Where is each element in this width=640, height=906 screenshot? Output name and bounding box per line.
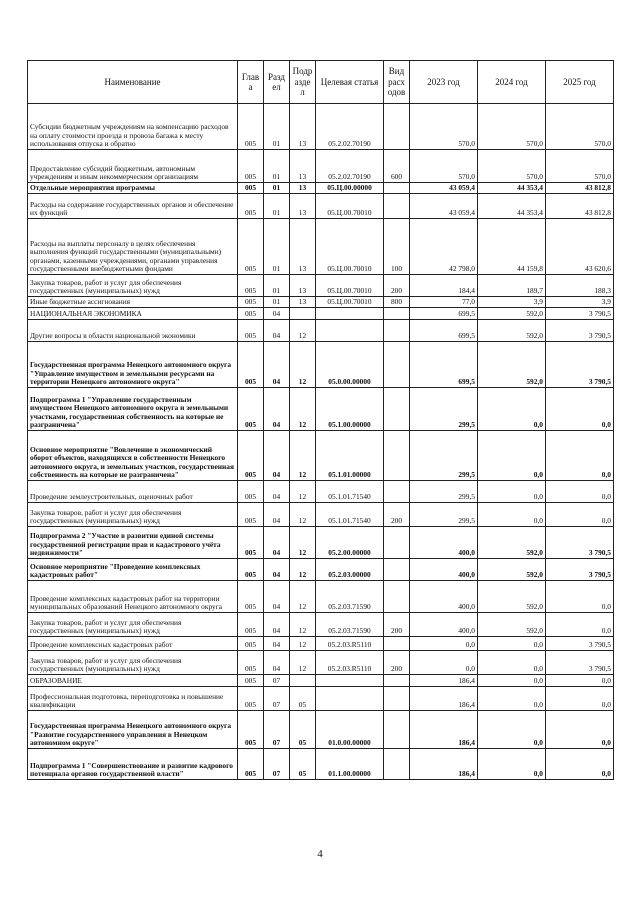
cell-glava: 005 <box>238 219 264 275</box>
cell-name: Проведение комплексных кадастровых работ на территории муниципальных образований Ненецкого автономного округа <box>28 581 238 613</box>
cell-target: 05.1.01.71540 <box>316 503 384 527</box>
cell-target <box>316 687 384 711</box>
col-header-vid: Вид расх одов <box>384 61 410 104</box>
cell-name: Предоставление субсидий бюджетным, автономным учреждениям и иным некоммерческим организациям <box>28 150 238 183</box>
cell-2024: 592,0 <box>478 527 546 559</box>
cell-name: Основное мероприятие "Проведение комплексных кадастровых работ" <box>28 559 238 581</box>
cell-name: Государственная программа Ненецкого автономного округа "Развитие государственного управления в Ненецком автономном округе" <box>28 711 238 749</box>
cell-target: 05.2.02.70190 <box>316 150 384 183</box>
cell-2024: 0,0 <box>478 711 546 749</box>
cell-vid <box>384 183 410 194</box>
cell-vid <box>384 749 410 780</box>
cell-podrazdel: 12 <box>290 320 316 342</box>
cell-vid: 800 <box>384 297 410 308</box>
cell-razdel: 01 <box>264 219 290 275</box>
cell-razdel: 01 <box>264 183 290 194</box>
cell-podrazdel: 12 <box>290 431 316 481</box>
cell-2024: 592,0 <box>478 320 546 342</box>
cell-podrazdel: 12 <box>290 559 316 581</box>
cell-target: 01.1.00.00000 <box>316 749 384 780</box>
cell-razdel: 01 <box>264 297 290 308</box>
cell-target: 05.Ц.00.70010 <box>316 297 384 308</box>
cell-glava: 005 <box>238 150 264 183</box>
cell-2025: 0,0 <box>546 431 614 481</box>
cell-razdel: 04 <box>264 503 290 527</box>
cell-podrazdel: 05 <box>290 687 316 711</box>
table-row <box>28 104 614 150</box>
cell-razdel: 01 <box>264 150 290 183</box>
cell-2025: 0,0 <box>546 749 614 780</box>
table-row <box>28 342 614 388</box>
cell-razdel: 04 <box>264 651 290 675</box>
cell-glava: 005 <box>238 581 264 613</box>
cell-glava: 005 <box>238 481 264 503</box>
cell-target: 05.Ц.00.70010 <box>316 275 384 297</box>
cell-2024: 0,0 <box>478 503 546 527</box>
cell-name: Государственная программа Ненецкого автономного округа "Управление имуществом и земельными ресурсами на территории Ненецкого автономного округа" <box>28 342 238 388</box>
cell-2025: 0,0 <box>546 581 614 613</box>
cell-2023: 299,5 <box>410 481 478 503</box>
cell-2023: 699,5 <box>410 320 478 342</box>
cell-2023: 186,4 <box>410 711 478 749</box>
cell-2025: 3,9 <box>546 297 614 308</box>
cell-glava: 005 <box>238 503 264 527</box>
cell-target: 05.2.03.R5110 <box>316 651 384 675</box>
cell-target: 05.2.03.R5110 <box>316 637 384 651</box>
cell-glava: 005 <box>238 527 264 559</box>
cell-vid: 600 <box>384 150 410 183</box>
cell-target: 05.Ц.00.00000 <box>316 183 384 194</box>
table-row <box>28 581 614 613</box>
cell-razdel: 01 <box>264 104 290 150</box>
cell-target <box>316 675 384 687</box>
table-row <box>28 297 614 308</box>
cell-glava: 005 <box>238 711 264 749</box>
cell-target: 05.1.00.00000 <box>316 388 384 431</box>
cell-vid <box>384 711 410 749</box>
cell-2024: 570,0 <box>478 150 546 183</box>
cell-vid <box>384 559 410 581</box>
cell-podrazdel <box>290 308 316 320</box>
cell-vid <box>384 194 410 219</box>
cell-2025: 0,0 <box>546 613 614 637</box>
cell-vid <box>384 104 410 150</box>
cell-name: Субсидии бюджетным учреждениям на компенсацию расходов на оплату стоимости проезда и провоза багажа к месту использования отпуска и обратно <box>28 104 238 150</box>
cell-2024: 0,0 <box>478 675 546 687</box>
cell-2025: 3 790,5 <box>546 651 614 675</box>
cell-razdel: 01 <box>264 275 290 297</box>
cell-2024: 189,7 <box>478 275 546 297</box>
cell-2023: 299,5 <box>410 388 478 431</box>
cell-2025: 3 790,5 <box>546 559 614 581</box>
cell-name: Подпрограмма 2 "Участие в развитии единой системы государственной регистрации прав и кадастрового учёта недвижимости" <box>28 527 238 559</box>
table-row <box>28 651 614 675</box>
cell-podrazdel: 13 <box>290 194 316 219</box>
cell-2025: 0,0 <box>546 711 614 749</box>
cell-2023: 0,0 <box>410 637 478 651</box>
cell-2024: 0,0 <box>478 431 546 481</box>
cell-glava: 005 <box>238 104 264 150</box>
cell-podrazdel: 12 <box>290 342 316 388</box>
col-header-name: Наименование <box>28 61 238 104</box>
cell-vid: 200 <box>384 613 410 637</box>
table-row <box>28 637 614 651</box>
cell-target: 01.0.00.00000 <box>316 711 384 749</box>
cell-vid <box>384 675 410 687</box>
table-row <box>28 749 614 780</box>
cell-2023: 400,0 <box>410 613 478 637</box>
cell-razdel: 04 <box>264 431 290 481</box>
cell-2025: 43 812,8 <box>546 194 614 219</box>
cell-glava: 005 <box>238 297 264 308</box>
cell-name: Проведение комплексных кадастровых работ <box>28 637 238 651</box>
cell-glava: 005 <box>238 431 264 481</box>
cell-podrazdel: 13 <box>290 275 316 297</box>
table-row <box>28 613 614 637</box>
cell-podrazdel: 13 <box>290 104 316 150</box>
cell-2023: 77,0 <box>410 297 478 308</box>
budget-table <box>27 60 614 780</box>
cell-2023: 186,4 <box>410 749 478 780</box>
cell-razdel: 04 <box>264 581 290 613</box>
cell-target: 05.2.02.70190 <box>316 104 384 150</box>
cell-name: Закупка товаров, работ и услуг для обеспечения государственных (муниципальных) нужд <box>28 275 238 297</box>
cell-2025: 3 790,5 <box>546 637 614 651</box>
cell-target: 05.0.00.00000 <box>316 342 384 388</box>
cell-name: ОБРАЗОВАНИЕ <box>28 675 238 687</box>
cell-glava: 005 <box>238 637 264 651</box>
header-row <box>28 61 614 104</box>
cell-name: Отдельные мероприятия программы <box>28 183 238 194</box>
cell-2024: 44 353,4 <box>478 183 546 194</box>
cell-vid <box>384 527 410 559</box>
cell-2024: 0,0 <box>478 637 546 651</box>
cell-vid: 200 <box>384 503 410 527</box>
cell-glava: 005 <box>238 749 264 780</box>
cell-target: 05.Ц.00.70010 <box>316 194 384 219</box>
cell-2024: 44 353,4 <box>478 194 546 219</box>
cell-2023: 186,4 <box>410 675 478 687</box>
cell-name: Подпрограмма 1 "Совершенствование и развитие кадрового потенциала органов государственной власти" <box>28 749 238 780</box>
cell-2024: 0,0 <box>478 388 546 431</box>
table-row <box>28 388 614 431</box>
cell-podrazdel: 05 <box>290 749 316 780</box>
col-header-target: Целевая статья <box>316 61 384 104</box>
cell-2025: 0,0 <box>546 687 614 711</box>
cell-podrazdel: 12 <box>290 581 316 613</box>
cell-target: 05.Ц.00.70010 <box>316 219 384 275</box>
cell-2023: 43 059,4 <box>410 194 478 219</box>
table-row <box>28 675 614 687</box>
cell-razdel: 04 <box>264 637 290 651</box>
cell-2025: 43 620,6 <box>546 219 614 275</box>
cell-razdel: 04 <box>264 559 290 581</box>
cell-razdel: 04 <box>264 527 290 559</box>
table-row <box>28 503 614 527</box>
cell-2023: 400,0 <box>410 581 478 613</box>
cell-2023: 570,0 <box>410 104 478 150</box>
cell-target: 05.2.03.71590 <box>316 613 384 637</box>
col-header-2025: 2025 год <box>546 61 614 104</box>
cell-podrazdel: 12 <box>290 613 316 637</box>
cell-podrazdel: 13 <box>290 183 316 194</box>
cell-2023: 42 798,0 <box>410 219 478 275</box>
cell-glava: 005 <box>238 675 264 687</box>
cell-podrazdel: 12 <box>290 651 316 675</box>
cell-target: 05.2.00.00000 <box>316 527 384 559</box>
cell-podrazdel: 05 <box>290 711 316 749</box>
col-header-glava: Глав а <box>238 61 264 104</box>
table-row <box>28 431 614 481</box>
cell-name: НАЦИОНАЛЬНАЯ ЭКОНОМИКА <box>28 308 238 320</box>
cell-glava: 005 <box>238 613 264 637</box>
cell-name: Основное мероприятие "Вовлечение в экономический оборот объектов, находящихся в собственности Ненецкого автономного округа, и земельных участков, государственная собственность на которые не разграничена" <box>28 431 238 481</box>
cell-name: Профессиональная подготовка, переподготовка и повышение квалификации <box>28 687 238 711</box>
table-row <box>28 559 614 581</box>
cell-podrazdel: 12 <box>290 527 316 559</box>
table-row <box>28 308 614 320</box>
cell-2024: 0,0 <box>478 749 546 780</box>
cell-2025: 570,0 <box>546 150 614 183</box>
cell-glava: 005 <box>238 687 264 711</box>
cell-vid <box>384 342 410 388</box>
cell-2024: 592,0 <box>478 613 546 637</box>
cell-2025: 0,0 <box>546 388 614 431</box>
col-header-2024: 2024 год <box>478 61 546 104</box>
cell-2023: 400,0 <box>410 559 478 581</box>
table-row <box>28 150 614 183</box>
cell-name: Подпрограмма 1 "Управление государственным имуществом Ненецкого автономного округа и земельными участками, государственная собственность на которые не разграничена" <box>28 388 238 431</box>
cell-2023: 0,0 <box>410 651 478 675</box>
cell-2023: 184,4 <box>410 275 478 297</box>
cell-podrazdel <box>290 675 316 687</box>
cell-glava: 005 <box>238 320 264 342</box>
cell-2023: 400,0 <box>410 527 478 559</box>
cell-glava: 005 <box>238 651 264 675</box>
cell-target: 05.1.01.71540 <box>316 481 384 503</box>
cell-glava: 005 <box>238 275 264 297</box>
cell-vid <box>384 431 410 481</box>
cell-podrazdel: 12 <box>290 503 316 527</box>
cell-name: Закупка товаров, работ и услуг для обеспечения государственных (муниципальных) нужд <box>28 651 238 675</box>
cell-glava: 005 <box>238 194 264 219</box>
cell-razdel: 01 <box>264 194 290 219</box>
page-number: 4 <box>317 848 323 860</box>
table-row <box>28 275 614 297</box>
cell-target: 05.2.03.00000 <box>316 559 384 581</box>
table-row <box>28 527 614 559</box>
cell-razdel: 04 <box>264 481 290 503</box>
cell-podrazdel: 13 <box>290 219 316 275</box>
cell-2025: 3 790,5 <box>546 527 614 559</box>
cell-vid <box>384 388 410 431</box>
cell-2023: 299,5 <box>410 431 478 481</box>
cell-vid <box>384 687 410 711</box>
cell-2024: 3,9 <box>478 297 546 308</box>
cell-glava: 005 <box>238 559 264 581</box>
cell-vid <box>384 481 410 503</box>
cell-2024: 0,0 <box>478 687 546 711</box>
table-row <box>28 320 614 342</box>
cell-name: Закупка товаров, работ и услуг для обеспечения государственных (муниципальных) нужд <box>28 503 238 527</box>
table-row <box>28 711 614 749</box>
cell-vid <box>384 320 410 342</box>
cell-2025: 0,0 <box>546 503 614 527</box>
cell-2023: 186,4 <box>410 687 478 711</box>
cell-2023: 299,5 <box>410 503 478 527</box>
cell-2025: 43 812,8 <box>546 183 614 194</box>
table-row <box>28 183 614 194</box>
table-row <box>28 481 614 503</box>
cell-razdel: 04 <box>264 308 290 320</box>
cell-podrazdel: 13 <box>290 297 316 308</box>
cell-2024: 0,0 <box>478 651 546 675</box>
cell-vid: 100 <box>384 219 410 275</box>
cell-razdel: 07 <box>264 687 290 711</box>
cell-vid <box>384 637 410 651</box>
cell-razdel: 04 <box>264 342 290 388</box>
cell-glava: 005 <box>238 308 264 320</box>
cell-razdel: 04 <box>264 388 290 431</box>
table-row <box>28 219 614 275</box>
cell-podrazdel: 12 <box>290 388 316 431</box>
cell-2023: 43 059,4 <box>410 183 478 194</box>
cell-2024: 44 159,8 <box>478 219 546 275</box>
cell-2025: 570,0 <box>546 104 614 150</box>
cell-2025: 188,3 <box>546 275 614 297</box>
cell-vid <box>384 308 410 320</box>
cell-2024: 592,0 <box>478 308 546 320</box>
cell-glava: 005 <box>238 388 264 431</box>
cell-2024: 592,0 <box>478 581 546 613</box>
cell-2024: 0,0 <box>478 481 546 503</box>
cell-target: 05.1.01.00000 <box>316 431 384 481</box>
cell-podrazdel: 13 <box>290 150 316 183</box>
cell-target <box>316 320 384 342</box>
table-body <box>28 104 614 780</box>
col-header-razdel: Разд ел <box>264 61 290 104</box>
cell-2023: 699,5 <box>410 342 478 388</box>
cell-podrazdel: 12 <box>290 637 316 651</box>
cell-2024: 570,0 <box>478 104 546 150</box>
cell-2025: 0,0 <box>546 481 614 503</box>
cell-2025: 0,0 <box>546 675 614 687</box>
cell-razdel: 07 <box>264 749 290 780</box>
cell-razdel: 07 <box>264 675 290 687</box>
cell-target: 05.2.03.71590 <box>316 581 384 613</box>
cell-2025: 3 790,5 <box>546 320 614 342</box>
table-row <box>28 687 614 711</box>
cell-2024: 592,0 <box>478 342 546 388</box>
cell-vid: 200 <box>384 651 410 675</box>
cell-name: Другие вопросы в области национальной экономики <box>28 320 238 342</box>
cell-2024: 592,0 <box>478 559 546 581</box>
cell-2025: 3 790,5 <box>546 308 614 320</box>
col-header-podrazdel: Подр азде л <box>290 61 316 104</box>
cell-podrazdel: 12 <box>290 481 316 503</box>
cell-name: Проведение землеустроительных, оценочных работ <box>28 481 238 503</box>
cell-razdel: 04 <box>264 320 290 342</box>
cell-target <box>316 308 384 320</box>
table-row <box>28 194 614 219</box>
col-header-2023: 2023 год <box>410 61 478 104</box>
cell-2023: 699,5 <box>410 308 478 320</box>
cell-2025: 3 790,5 <box>546 342 614 388</box>
cell-razdel: 07 <box>264 711 290 749</box>
cell-name: Иные бюджетные ассигнования <box>28 297 238 308</box>
cell-2023: 570,0 <box>410 150 478 183</box>
cell-name: Расходы на выплаты персоналу в целях обеспечения выполнения функций государственными (муниципальными) органами, казенными учреждениями, органами управления государственными внебюджетными фондами <box>28 219 238 275</box>
cell-name: Расходы на содержание государственных органов и обеспечение их функций <box>28 194 238 219</box>
cell-razdel: 04 <box>264 613 290 637</box>
cell-glava: 005 <box>238 183 264 194</box>
cell-name: Закупка товаров, работ и услуг для обеспечения государственных (муниципальных) нужд <box>28 613 238 637</box>
cell-glava: 005 <box>238 342 264 388</box>
cell-vid: 200 <box>384 275 410 297</box>
cell-vid <box>384 581 410 613</box>
